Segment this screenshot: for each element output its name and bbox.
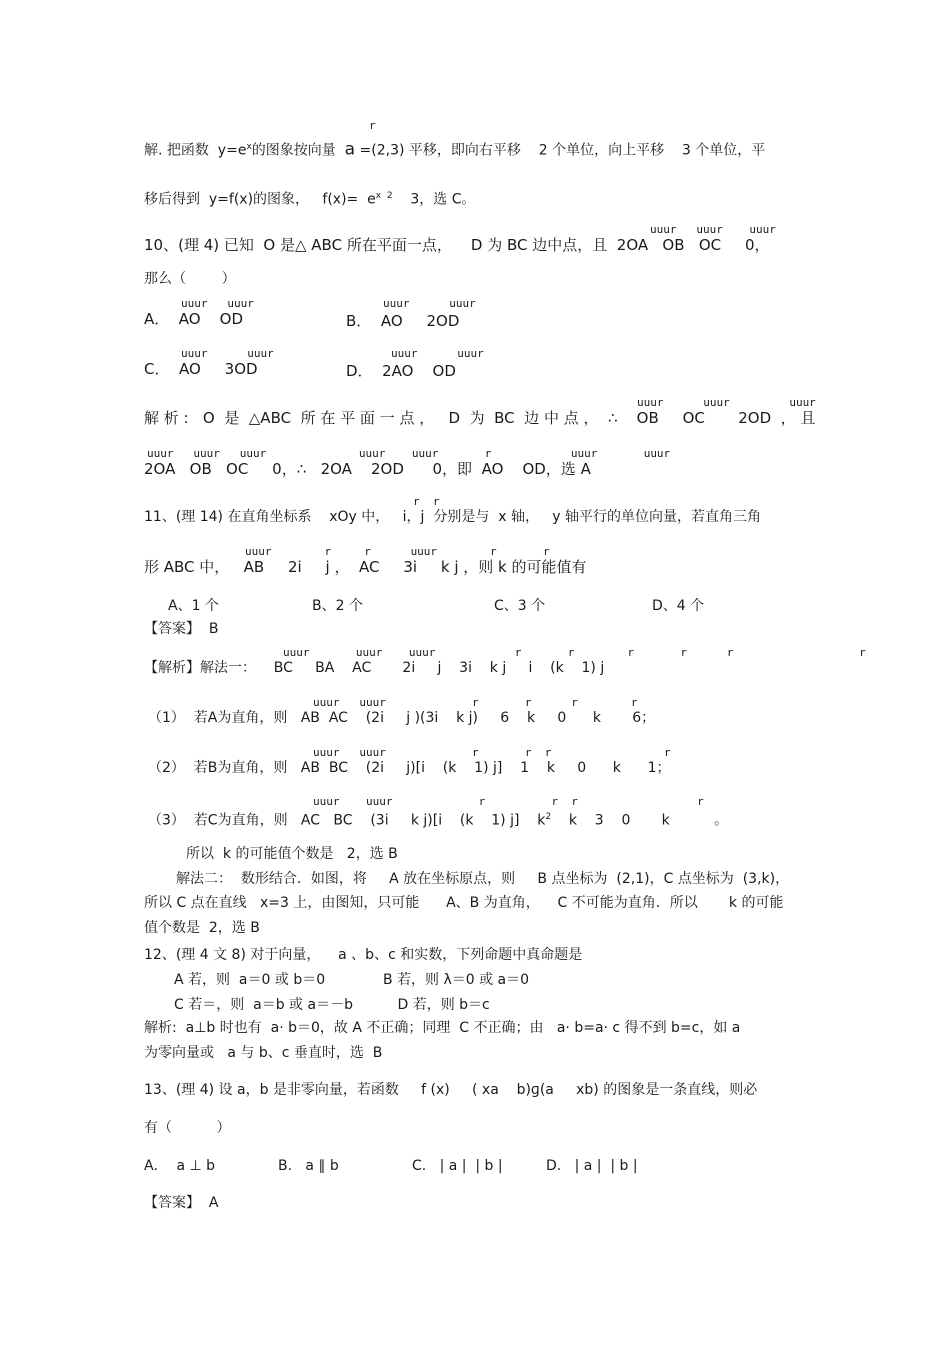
vector-arrow: r (369, 119, 376, 132)
option-a: A． AO OD (144, 310, 244, 328)
question-10: 10、(理 4) 已知 O 是△ ABC 所在平面一点， D 为 BC 边中点，且 2OA OB OC 0， (144, 236, 770, 254)
case-1: （1） 若A为直角，则 AB AC (2i j )(3i k j) 6 k 0 k 6； (148, 710, 656, 726)
analysis-line: 2OA OB OC 0，∴ 2OA 2OD 0，即 AO OD，选 A (144, 460, 591, 478)
vector-arrow: uuur uuur r r r r (313, 746, 671, 759)
vector-arrow: uuur uuur uuur r r r r r r (283, 646, 866, 659)
text-line: 解法二： 数形结合．如图，将 A 放在坐标原点，则 B 点坐标为 (2,1)，C 点坐标为 (3,k)， (176, 871, 790, 887)
text-line: 那么（ ） (144, 271, 236, 287)
option-c: C． AO 3OD (144, 360, 258, 378)
analysis-line: 解析: a⊥b 时也有 a· b＝0，故 A 不正确；同理 C 不正确；由 a· b=a· c 得不到 b=c，如 a (144, 1020, 741, 1036)
vector-arrow: uuur uuur uuur (637, 396, 816, 409)
option-b: B． AO 2OD (346, 312, 460, 330)
answer-label: 【答案】 A (144, 1195, 219, 1211)
option-b: B、2 个 (312, 598, 363, 614)
vector-arrow: uuur uuur r r r r (313, 795, 704, 808)
vector-arrow: uuur uuur r r r r (313, 696, 638, 709)
analysis-line: 解 析 : O 是 △ABC 所 在 平 面 一 点 ， D 为 BC 边 中 点 ， ∴ OB OC 2OD ， 且 (144, 409, 816, 427)
solution-line: 【解析】解法一： BC BA AC 2i j 3i k j i (k 1) j (144, 660, 605, 676)
vector-arrow: uuur uuur (181, 297, 254, 310)
vector-arrow: r r (413, 495, 440, 508)
vector-arrow: uuur uuur uuur uuur uuur r uuur uuur (147, 447, 671, 460)
text-line: 所以 C 点在直线 x=3 上，由图知，只可能 A、B 为直角， C 不可能为直角．所以 k 的可能 (144, 895, 784, 911)
answer-label: 【答案】 B (144, 621, 219, 637)
option-c: C、3 个 (494, 598, 546, 614)
vector-arrow: uuur uuur uuur (650, 223, 776, 236)
option-d: D、4 个 (652, 598, 705, 614)
option-b: B. a ∥ b (278, 1158, 339, 1174)
option-a: A． a ⊥ b (144, 1158, 216, 1174)
vector-arrow: uuur r r uuur r r (245, 545, 550, 558)
question-11: 11、(理 14) 在直角坐标系 xOy 中， i，j 分别是与 x 轴， y 轴平行的单位向量，若直角三角 (144, 509, 762, 525)
text-line: 有（ ） (144, 1120, 231, 1136)
vector-arrow: uuur uuur (383, 297, 476, 310)
text-line: 移后得到 y=f(x)的图象， $f(x)= e^{x 2}$ 3，选 C。 (144, 191, 476, 208)
text-line: 形 ABC 中， AB 2i j ， AC 3i k j ，则 k 的可能值有 (144, 558, 587, 576)
vector-arrow: uuur uuur (391, 347, 484, 360)
text-line: 解. 把函数 $y=e^x$的图象按向量 a =(2,3) 平移，即向右平移 2 个单位，向上平移 3 个单位，平 (144, 139, 766, 160)
option-d: D． 2AO OD (346, 362, 456, 380)
option-line: C 若＝，则 a＝b 或 a＝－b D 若，则 b＝c (174, 997, 490, 1013)
text-line: 值个数是 2，选 B (144, 920, 260, 936)
option-line: A 若，则 a＝0 或 b＝0 B 若，则 λ＝0 或 a＝0 (174, 972, 530, 988)
case-3: （3） 若C为直角，则 AC BC (3i k j)[i (k 1) j] $k^2$ k 3 0 k 。 (148, 812, 729, 829)
option-d: D. | a | | b | (546, 1158, 638, 1174)
case-2: （2） 若B为直角，则 AB BC (2i j)[i (k 1) j] 1 k 0 k 1； (148, 760, 671, 776)
option-c: C. | a | | b | (412, 1158, 503, 1174)
question-12: 12、(理 4 文 8) 对于向量， a 、b、c 和实数，下列命题中真命题是 (144, 947, 583, 963)
option-a: A、1 个 (168, 598, 219, 614)
question-13: 13、(理 4) 设 a，b 是非零向量，若函数 f (x) ( xa b)ɡ(a xb) 的图象是一条直线，则必 (144, 1082, 758, 1098)
text-line: 所以 k 的可能值个数是 2，选 B (186, 846, 398, 862)
vector-arrow: uuur uuur (181, 347, 274, 360)
analysis-line: 为零向量或 a 与 b、c 垂直时，选 B (144, 1045, 383, 1061)
